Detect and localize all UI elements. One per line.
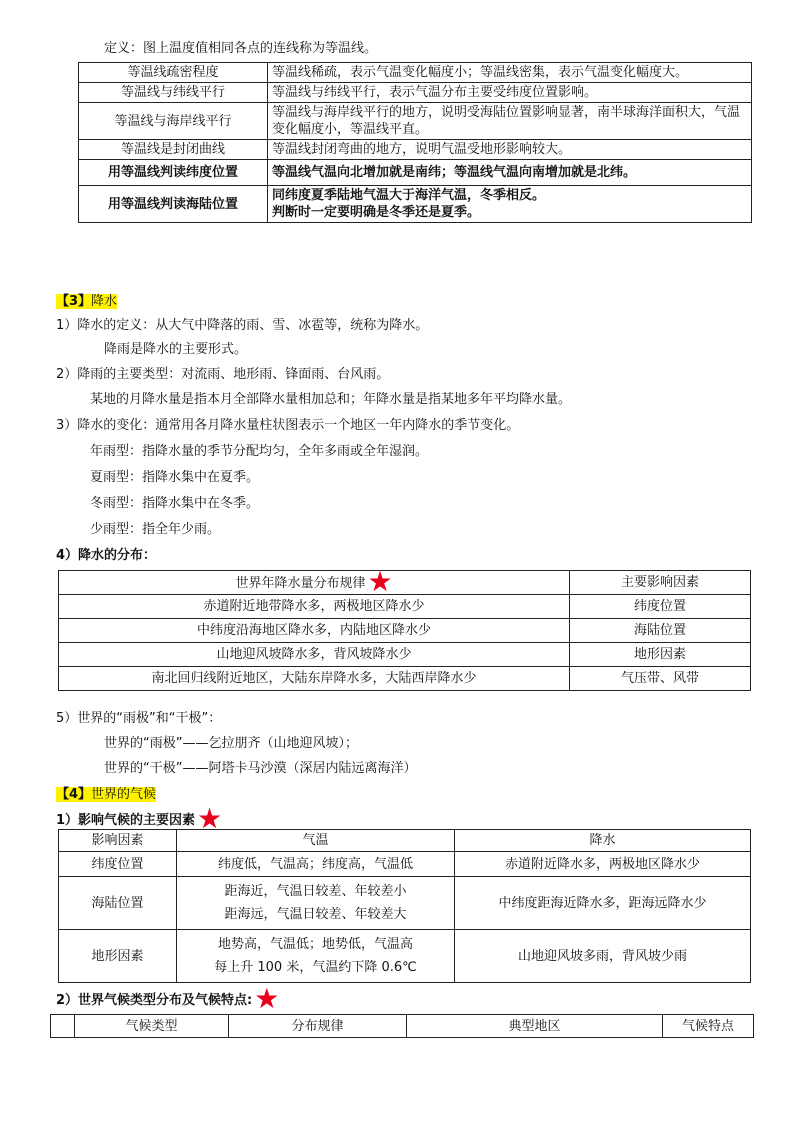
climate-factors-table: [58, 829, 751, 983]
table-row: [59, 595, 751, 619]
table-row: [59, 643, 751, 667]
table-cell: 气压带、风带: [570, 667, 751, 691]
table-row: [59, 852, 751, 877]
temp-line: 地势高，气温低；地势低，气温高: [217, 937, 413, 952]
table-row: [59, 571, 751, 595]
factor-cell: 纬度位置: [59, 852, 177, 877]
factor-cell: 地形因素: [59, 930, 177, 983]
header-cell: 世界年降水量分布规律: [235, 576, 366, 591]
table-row: [59, 619, 751, 643]
precip-type-item: 年雨型：指降水量的季节分配均匀，全年多雨或全年湿润。: [90, 444, 429, 459]
isotherm-desc: 等温线封闭弯曲的地方，说明气温受地形影响较大。: [268, 140, 752, 160]
header-cell: 气温: [177, 830, 455, 852]
climate-factors-heading: [56, 802, 223, 835]
section-3-title: 降水: [91, 294, 118, 309]
isotherm-label: 等温线与纬线平行: [79, 83, 268, 103]
climate-types-label: 2）世界气候类型分布及气候特点:: [56, 993, 253, 1008]
header-cell: [51, 1015, 75, 1038]
isotherm-desc: 等温线与海岸线平行的地方，说明受海陆位置影响显著，南半球海洋面积大，气温变化幅度小，等温线平直。: [268, 103, 752, 140]
rain-cell: 赤道附近降水多，两极地区降水少: [455, 852, 751, 877]
table-cell: 海陆位置: [570, 619, 751, 643]
isotherm-label: 等温线与海岸线平行: [79, 103, 268, 140]
table-cell: 中纬度沿海地区降水多，内陆地区降水少: [59, 619, 570, 643]
isotherm-label: 等温线疏密程度: [79, 63, 268, 83]
isotherm-desc-line: 同纬度夏季陆地气温大于海洋气温，冬季相反。: [272, 188, 546, 203]
table-row: [59, 830, 751, 852]
temp-cell: 纬度低，气温高；纬度高，气温低: [177, 852, 455, 877]
isotherm-label: 用等温线判读海陆位置: [79, 186, 268, 223]
table-row: [59, 877, 751, 930]
precip-change: 3）降水的变化：通常用各月降水量柱状图表示一个地区一年内降水的季节变化。: [56, 418, 520, 433]
rain-types: 2）降雨的主要类型：对流雨、地形雨、锋面雨、台风雨。: [56, 367, 390, 382]
header-cell: 气候特点: [663, 1015, 754, 1038]
table-row: [79, 160, 752, 186]
header-cell: 气候类型: [75, 1015, 229, 1038]
table-row: [79, 103, 752, 140]
precip-main-form: 降雨是降水的主要形式。: [104, 342, 248, 357]
table-cell: 南北回归线附近地区，大陆东岸降水多，大陆西岸降水少: [59, 667, 570, 691]
isotherm-table: [78, 62, 752, 223]
isotherm-desc: 等温线气温向北增加就是南纬；等温线气温向南增加就是北纬。: [268, 160, 752, 186]
table-row: [79, 83, 752, 103]
section-4-bracket: 【4】: [56, 787, 92, 802]
table-row: [79, 63, 752, 83]
isotherm-desc: 等温线与纬线平行，表示气温分布主要受纬度位置影响。: [268, 83, 752, 103]
temp-line: 距海近，气温日较差、年较差小: [224, 884, 407, 899]
rain-cell: 中纬度距海近降水多，距海远降水少: [455, 877, 751, 930]
table-row: [59, 667, 751, 691]
table-cell: 赤道附近地带降水多，两极地区降水少: [59, 595, 570, 619]
table-cell: 纬度位置: [570, 595, 751, 619]
table-row: [79, 186, 752, 223]
star-icon: ★: [367, 565, 393, 598]
isotherm-desc: 等温线稀疏，表示气温变化幅度小；等温线密集，表示气温变化幅度大。: [268, 63, 752, 83]
dry-pole: 世界的“干极”——阿塔卡马沙漠（深居内陆远离海洋）: [104, 761, 417, 776]
table-cell: 地形因素: [570, 643, 751, 667]
temp-line: 每上升 100 米，气温约下降 0.6℃: [214, 960, 417, 975]
header-cell: 影响因素: [59, 830, 177, 852]
rain-dry-pole-heading: 5）世界的“雨极”和“干极”：: [56, 711, 222, 726]
climate-types-table: [50, 1014, 754, 1038]
star-icon: ★: [197, 802, 223, 835]
precip-definition: 1）降水的定义：从大气中降落的雨、雪、冰雹等，统称为降水。: [56, 318, 429, 333]
rain-cell: 山地迎风坡多雨，背风坡少雨: [455, 930, 751, 983]
section-4-heading: [56, 786, 156, 804]
factor-cell: 海陆位置: [59, 877, 177, 930]
section-3-heading: [56, 293, 117, 311]
header-cell: 典型地区: [407, 1015, 663, 1038]
table-row: [79, 140, 752, 160]
section-3-bracket: 【3】: [56, 294, 92, 309]
climate-types-heading: [56, 982, 280, 1015]
header-cell: 降水: [455, 830, 751, 852]
table-cell: 山地迎风坡降水多，背风坡降水少: [59, 643, 570, 667]
temp-line: 距海远，气温日较差、年较差大: [224, 907, 407, 922]
climate-factors-label: 1）影响气候的主要因素: [56, 813, 196, 828]
isotherm-desc-line: 判断时一定要明确是冬季还是夏季。: [272, 205, 481, 220]
table-row: [51, 1015, 754, 1038]
precip-distribution-table: [58, 565, 751, 691]
isotherm-label: 等温线是封闭曲线: [79, 140, 268, 160]
isotherm-label: 用等温线判读纬度位置: [79, 160, 268, 186]
precip-type-item: 少雨型：指全年少雨。: [90, 522, 221, 537]
section-4-title: 世界的气候: [91, 787, 157, 802]
header-cell: 主要影响因素: [570, 571, 751, 595]
isotherm-definition: 定义：图上温度值相同各点的连线称为等温线。: [104, 41, 378, 56]
header-cell: 分布规律: [229, 1015, 407, 1038]
precip-type-item: 夏雨型：指降水集中在夏季。: [90, 470, 260, 485]
precip-amount-note: 某地的月降水量是指本月全部降水量相加总和；年降水量是指某地多年平均降水量。: [90, 392, 572, 407]
precip-type-item: 冬雨型：指降水集中在冬季。: [90, 496, 260, 511]
rain-pole: 世界的“雨极”——乞拉朋齐（山地迎风坡）；: [104, 736, 358, 751]
star-icon: ★: [254, 982, 280, 1015]
precip-distribution-label: 4）降水的分布：: [56, 548, 157, 563]
table-row: [59, 930, 751, 983]
